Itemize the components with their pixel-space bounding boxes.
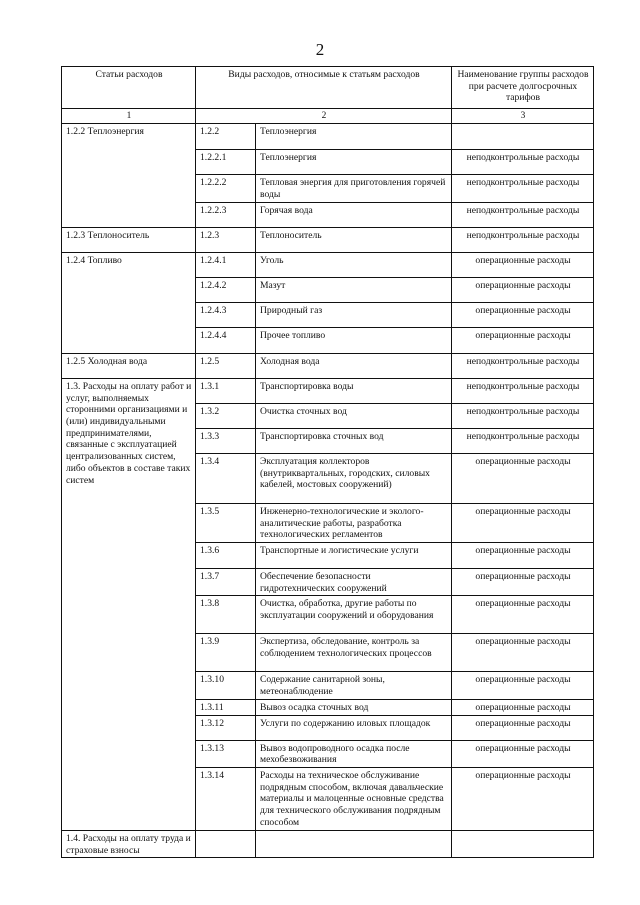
expense-code: 1.2.2.3 bbox=[196, 202, 256, 227]
table-row bbox=[62, 378, 594, 403]
header-expense-articles: Статьи расходов bbox=[62, 67, 196, 109]
expense-group: неподконтрольные расходы bbox=[452, 175, 594, 202]
expense-code: 1.3.6 bbox=[196, 542, 256, 568]
expense-group: неподконтрольные расходы bbox=[452, 428, 594, 453]
expense-code: 1.3.8 bbox=[196, 596, 256, 634]
expense-group: операционные расходы bbox=[452, 596, 594, 634]
column-number: 2 bbox=[196, 109, 452, 124]
expense-code: 1.3.3 bbox=[196, 428, 256, 453]
expense-type: Эксплуатация коллекторов (внутриквартальных, городских, силовых кабелей, мостовых сооружений) bbox=[256, 453, 452, 503]
expense-type: Вывоз осадка сточных вод bbox=[256, 699, 452, 715]
expense-code: 1.3.14 bbox=[196, 767, 256, 830]
expense-group: неподконтрольные расходы bbox=[452, 202, 594, 227]
expense-type: Расходы на техническое обслуживание подрядным способом, включая давальческие материалы и малоценные основные средства для технического обслуживания подрядным способом bbox=[256, 767, 452, 830]
expense-article: 1.4. Расходы на оплату труда и страховые взносы bbox=[62, 830, 196, 857]
expense-code: 1.2.4.3 bbox=[196, 302, 256, 327]
expense-type: Холодная вода bbox=[256, 353, 452, 378]
expense-group: неподконтрольные расходы bbox=[452, 353, 594, 378]
table-row bbox=[62, 252, 594, 277]
expense-article: 1.2.5 Холодная вода bbox=[62, 353, 196, 378]
expense-type: Теплоэнергия bbox=[256, 124, 452, 150]
expense-type bbox=[256, 830, 452, 857]
expense-group: операционные расходы bbox=[452, 277, 594, 302]
expense-type: Теплоноситель bbox=[256, 227, 452, 252]
expense-type: Мазут bbox=[256, 277, 452, 302]
expense-article: 1.2.4 Топливо bbox=[62, 252, 196, 353]
expense-type: Уголь bbox=[256, 252, 452, 277]
expense-group: операционные расходы bbox=[452, 568, 594, 595]
page-number: 2 bbox=[315, 40, 325, 59]
expense-type: Природный газ bbox=[256, 302, 452, 327]
expense-group: неподконтрольные расходы bbox=[452, 227, 594, 252]
table-row bbox=[62, 353, 594, 378]
expense-group: операционные расходы bbox=[452, 327, 594, 353]
expense-table bbox=[61, 66, 594, 858]
expense-group: операционные расходы bbox=[452, 503, 594, 542]
expense-code: 1.2.2.2 bbox=[196, 175, 256, 202]
expense-code bbox=[196, 830, 256, 857]
column-number: 3 bbox=[452, 109, 594, 124]
column-number: 1 bbox=[62, 109, 196, 124]
expense-group: операционные расходы bbox=[452, 634, 594, 672]
expense-type: Очистка сточных вод bbox=[256, 403, 452, 428]
expense-group: операционные расходы bbox=[452, 252, 594, 277]
table-row bbox=[62, 227, 594, 252]
expense-code: 1.3.13 bbox=[196, 740, 256, 767]
expense-code: 1.3.1 bbox=[196, 378, 256, 403]
expense-type: Содержание санитарной зоны, метеонаблюдение bbox=[256, 672, 452, 699]
expense-code: 1.3.2 bbox=[196, 403, 256, 428]
expense-group: операционные расходы bbox=[452, 542, 594, 568]
expense-type: Транспортировка сточных вод bbox=[256, 428, 452, 453]
expense-code: 1.2.2 bbox=[196, 124, 256, 150]
expense-group: операционные расходы bbox=[452, 740, 594, 767]
expense-code: 1.2.4.4 bbox=[196, 327, 256, 353]
expense-code: 1.3.7 bbox=[196, 568, 256, 595]
expense-type: Транспортировка воды bbox=[256, 378, 452, 403]
expense-type: Обеспечение безопасности гидротехнических сооружений bbox=[256, 568, 452, 595]
expense-article: 1.2.3 Теплоноситель bbox=[62, 227, 196, 252]
expense-type: Тепловая энергия для приготовления горячей воды bbox=[256, 175, 452, 202]
header-expense-types: Виды расходов, относимые к статьям расходов bbox=[196, 67, 452, 109]
table-row bbox=[62, 124, 594, 150]
expense-code: 1.2.2.1 bbox=[196, 150, 256, 175]
expense-group: неподконтрольные расходы bbox=[452, 403, 594, 428]
expense-group bbox=[452, 124, 594, 150]
expense-type: Прочее топливо bbox=[256, 327, 452, 353]
expense-group: неподконтрольные расходы bbox=[452, 378, 594, 403]
expense-code: 1.3.4 bbox=[196, 453, 256, 503]
expense-group bbox=[452, 830, 594, 857]
expense-type: Очистка, обработка, другие работы по эксплуатации сооружений и оборудования bbox=[256, 596, 452, 634]
expense-code: 1.3.10 bbox=[196, 672, 256, 699]
expense-code: 1.3.11 bbox=[196, 699, 256, 715]
expense-article: 1.3. Расходы на оплату работ и услуг, выполняемых сторонними организациями и (или) индивидуальными предпринимателями, связанные с эксплуатацией централизованных систем, либо объектов в составе таких систем bbox=[62, 378, 196, 830]
expense-group: операционные расходы bbox=[452, 715, 594, 740]
expense-code: 1.3.9 bbox=[196, 634, 256, 672]
expense-code: 1.2.5 bbox=[196, 353, 256, 378]
header-group-name: Наименование группы расходов при расчете долгосрочных тарифов bbox=[452, 67, 594, 109]
expense-group: операционные расходы bbox=[452, 453, 594, 503]
expense-code: 1.2.3 bbox=[196, 227, 256, 252]
expense-group: операционные расходы bbox=[452, 672, 594, 699]
expense-group: операционные расходы bbox=[452, 767, 594, 830]
expense-code: 1.2.4.2 bbox=[196, 277, 256, 302]
expense-type: Теплоэнергия bbox=[256, 150, 452, 175]
expense-type: Экспертиза, обследование, контроль за соблюдением технологических процессов bbox=[256, 634, 452, 672]
column-number-row bbox=[62, 109, 594, 124]
expense-code: 1.3.5 bbox=[196, 503, 256, 542]
expense-type: Транспортные и логистические услуги bbox=[256, 542, 452, 568]
expense-group: операционные расходы bbox=[452, 699, 594, 715]
expense-code: 1.3.12 bbox=[196, 715, 256, 740]
expense-group: операционные расходы bbox=[452, 302, 594, 327]
expense-type: Услуги по содержанию иловых площадок bbox=[256, 715, 452, 740]
expense-article: 1.2.2 Теплоэнергия bbox=[62, 124, 196, 227]
expense-group: неподконтрольные расходы bbox=[452, 150, 594, 175]
expense-type: Вывоз водопроводного осадка после мехобезвоживания bbox=[256, 740, 452, 767]
expense-type: Инженерно-технологические и эколого-аналитические работы, разработка технологических регламентов bbox=[256, 503, 452, 542]
table-row bbox=[62, 830, 594, 857]
expense-code: 1.2.4.1 bbox=[196, 252, 256, 277]
expense-type: Горячая вода bbox=[256, 202, 452, 227]
table-header-row bbox=[62, 67, 594, 109]
